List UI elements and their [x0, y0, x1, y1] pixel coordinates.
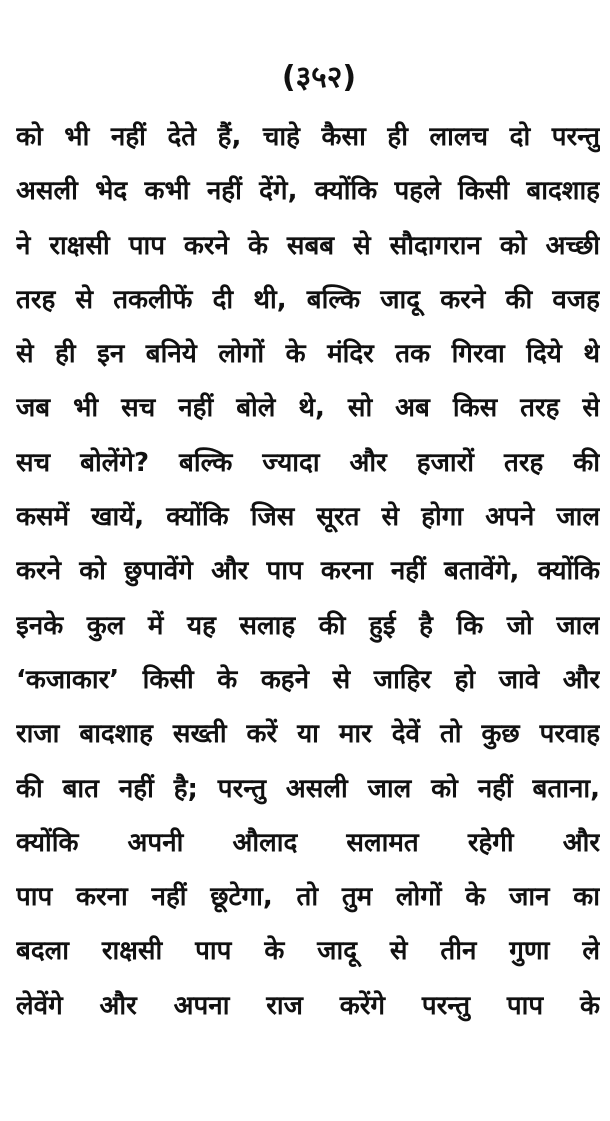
text-line: तरह से तकलीफें दी थी, बल्कि जादू करने की वजह [16, 284, 600, 315]
text-line: लेवेंगे और अपना राज करेंगे परन्तु पाप के [16, 990, 600, 1021]
text-line: जब भी सच नहीं बोले थे, सो अब किस तरह से [16, 393, 600, 424]
text-line: राजा बादशाह सख्ती करें या मार देवें तो कुछ परवाह [16, 719, 600, 750]
text-line: कसमें खायें, क्योंकि जिस सूरत से होगा अपने जाल [16, 502, 600, 533]
text-line: बदला राक्षसी पाप के जादू से तीन गुणा ले [16, 936, 600, 967]
text-line: ‘कजाकार’ किसी के कहने से जाहिर हो जावे और [16, 664, 600, 695]
text-line: की बात नहीं है; परन्तु असली जाल को नहीं बताना, [16, 773, 600, 804]
text-line: असली भेद कभी नहीं देंगे, क्योंकि पहले किसी बादशाह [16, 176, 600, 207]
text-line: को भी नहीं देते हैं, चाहे कैसा ही लालच दो परन्तु [16, 122, 600, 152]
text-line: सच बोलेंगे? बल्कि ज्यादा और हजारों तरह की [16, 447, 600, 478]
body-text [16, 110, 600, 1033]
text-line: करने को छुपावेंगे और पाप करना नहीं बतावेंगे, क्योंकि [16, 556, 600, 587]
text-line: से ही इन बनिये लोगों के मंदिर तक गिरवा दिये थे [16, 339, 600, 370]
text-line: क्योंकि अपनी औलाद सलामत रहेगी और [16, 827, 600, 858]
text-line: ने राक्षसी पाप करने के सबब से सौदागरान को अच्छी [16, 230, 600, 261]
page-number: (३५२) [281, 60, 357, 95]
text-line: पाप करना नहीं छूटेगा, तो तुम लोगों के जान का [16, 882, 600, 913]
text-line: इनके कुल में यह सलाह की हुई है कि जो जाल [16, 610, 600, 641]
